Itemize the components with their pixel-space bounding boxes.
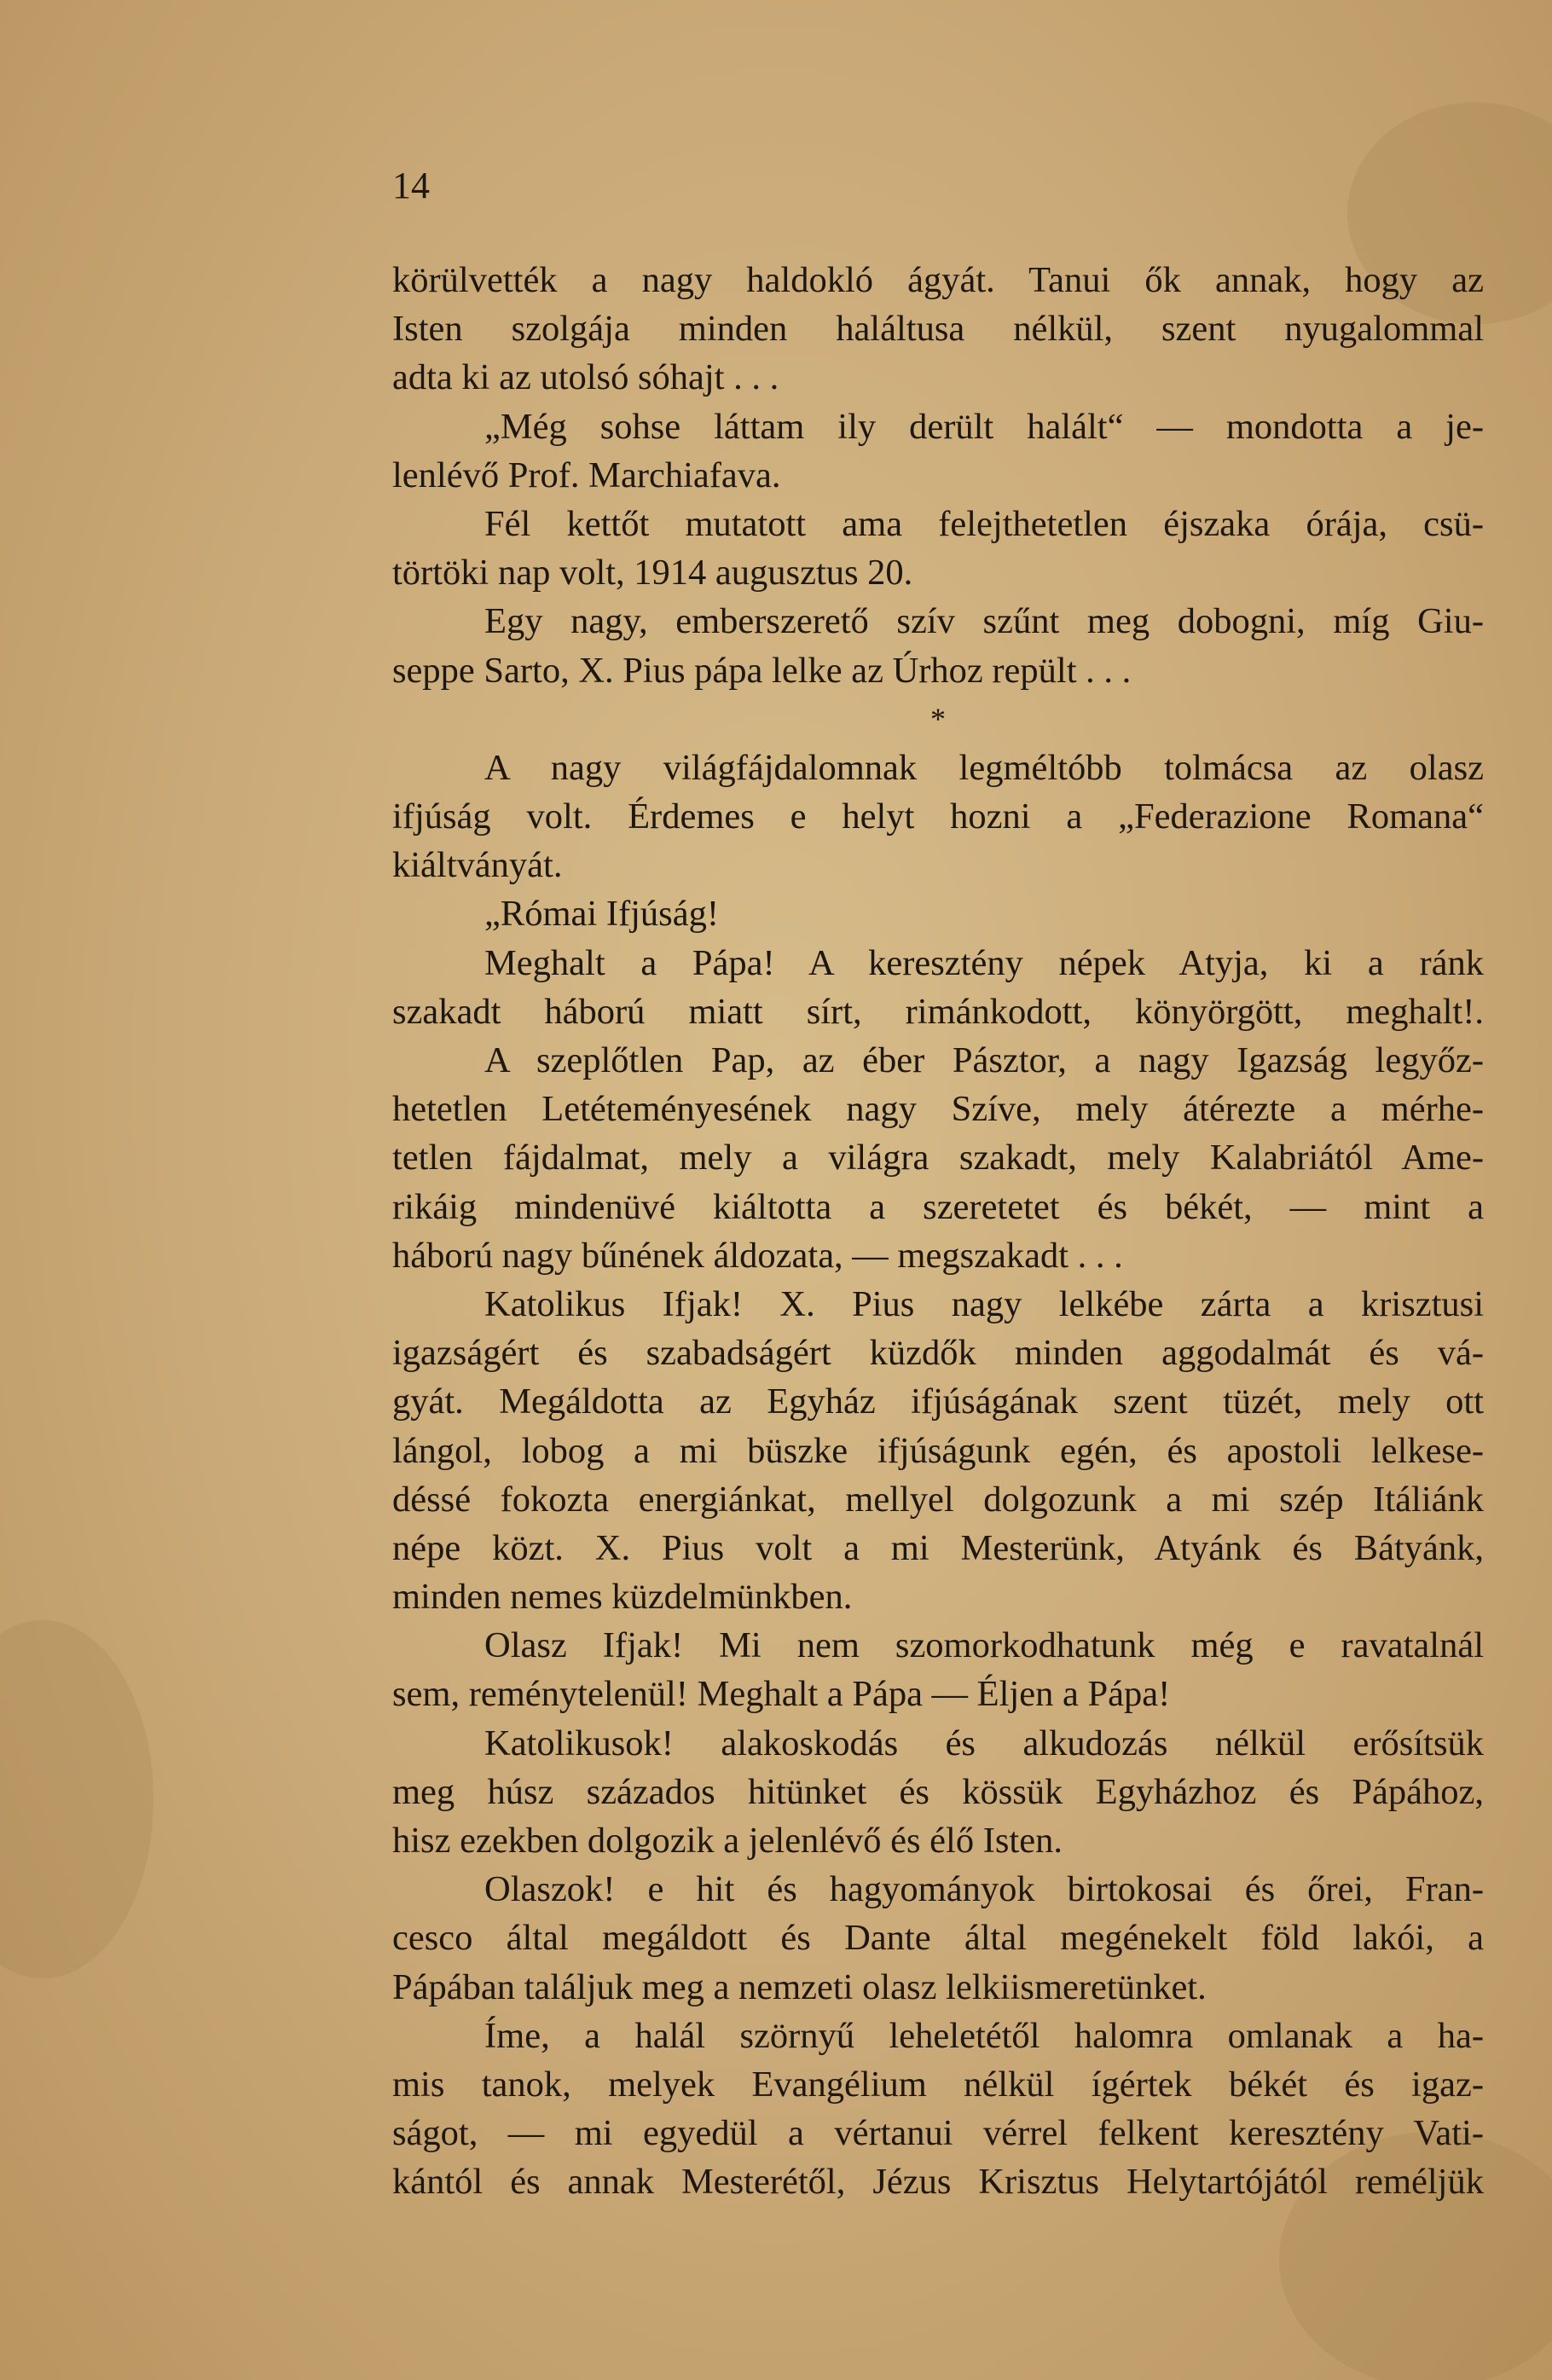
text-line: háború nagy bűnének áldozata, — megszakadt . . . — [392, 1235, 1123, 1276]
section-divider-asterisk: * — [930, 701, 946, 736]
text-line: Katolikus Ifjak! X. Pius nagy lelkébe zárta a krisztusi — [484, 1283, 1484, 1324]
text-line: „Római Ifjúság! — [484, 894, 719, 935]
text-line: sem, reménytelenül! Meghalt a Pápa — Éljen a Pápa! — [392, 1674, 1171, 1715]
text-line: mis tanok, melyek Evangélium nélkül ígértek békét és igaz- — [392, 2064, 1484, 2105]
text-line: meg húsz százados hitünket és kössük Egyházhoz és Pápához, — [392, 1771, 1484, 1812]
paper-stain — [0, 1620, 153, 1978]
text-line: Pápában találjuk meg a nemzeti olasz lelkiismeretünket. — [392, 1966, 1207, 2007]
text-line: Fél kettőt mutatott ama felejthetetlen éjszaka órája, csü- — [484, 503, 1484, 544]
text-line: szakadt háború miatt sírt, rimánkodott, könyörgött, meghalt!. — [392, 991, 1484, 1032]
text-line: déssé fokozta energiánkat, mellyel dolgozunk a mi szép Itáliánk — [392, 1479, 1484, 1520]
text-line: igazságért és szabadságért küzdők minden aggodalmát és vá- — [392, 1333, 1484, 1374]
text-line: Olaszok! e hit és hagyományok birtokosai és őrei, Fran- — [484, 1869, 1484, 1910]
text-line: adta ki az utolsó sóhajt . . . — [392, 357, 779, 398]
text-line: népe közt. X. Pius volt a mi Mesterünk, Atyánk és Bátyánk, — [392, 1527, 1484, 1568]
text-line: hisz ezekben dolgozik a jelenlévő és élő Isten. — [392, 1821, 1063, 1861]
text-line: cesco által megáldott és Dante által megénekelt föld lakói, a — [392, 1918, 1484, 1959]
text-line: Egy nagy, emberszerető szív szűnt meg dobogni, míg Giu- — [484, 601, 1484, 642]
text-line: Olasz Ifjak! Mi nem szomorkodhatunk még e ravatalnál — [484, 1625, 1484, 1666]
text-line: Meghalt a Pápa! A keresztény népek Atyja, ki a ránk — [484, 942, 1484, 983]
text-line: Íme, a halál szörnyű leheletétől halomra omlanak a ha- — [484, 2015, 1484, 2056]
body-text — [392, 256, 1484, 2207]
text-line: gyát. Megáldotta az Egyház ifjúságának szent tüzét, mely ott — [392, 1381, 1484, 1422]
text-line: seppe Sarto, X. Pius pápa lelke az Úrhoz repült . . . — [392, 650, 1132, 691]
text-line: A nagy világfájdalomnak legméltóbb tolmácsa az olasz — [484, 747, 1484, 788]
text-line: Isten szolgája minden haláltusa nélkül, szent nyugalommal — [392, 309, 1484, 350]
text-line: A szeplőtlen Pap, az éber Pásztor, a nagy Igazság legyőz- — [484, 1040, 1484, 1080]
text-line: „Még sohse láttam ily derült halált“ — mondotta a je- — [484, 406, 1484, 447]
text-line: kiáltványát. — [392, 845, 563, 886]
text-line: ságot, — mi egyedül a vértanui vérrel felkent keresztény Vati- — [392, 2113, 1484, 2154]
text-line: törtöki nap volt, 1914 augusztus 20. — [392, 553, 913, 594]
text-line: kántól és annak Mesterétől, Jézus Krisztus Helytartójától reméljük — [392, 2162, 1484, 2203]
text-line: lenlévő Prof. Marchiafava. — [392, 455, 781, 495]
text-line: rikáig mindenüvé kiáltotta a szeretetet és békét, — mint a — [392, 1186, 1484, 1227]
text-line: hetetlen Letéteményesének nagy Szíve, mely átérezte a mérhe- — [392, 1089, 1484, 1130]
text-line: minden nemes küzdelmünkben. — [392, 1577, 853, 1618]
text-line: lángol, lobog a mi büszke ifjúságunk egén, és apostoli lelkese- — [392, 1430, 1484, 1471]
text-line: Katolikusok! alakoskodás és alkudozás nélkül erősítsük — [484, 1723, 1484, 1763]
page-number: 14 — [392, 165, 430, 206]
text-line: ifjúság volt. Érdemes e helyt hozni a „Federazione Romana“ — [392, 796, 1484, 837]
text-line: körülvették a nagy haldokló ágyát. Tanui ők annak, hogy az — [392, 260, 1484, 300]
text-line: tetlen fájdalmat, mely a világra szakadt, mely Kalabriától Ame- — [392, 1138, 1484, 1178]
